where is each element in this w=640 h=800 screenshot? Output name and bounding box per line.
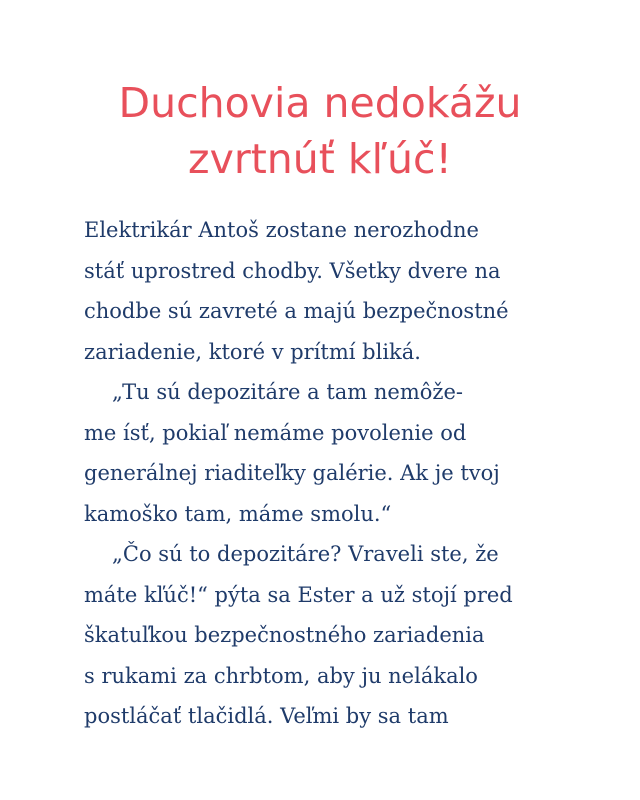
text-line: máte kľúč!“ pýta sa Ester a už stojí pred (84, 582, 513, 607)
text-line: „Čo sú to depozitáre? Vraveli ste, že (112, 542, 499, 566)
text-line: škatuľkou bezpečnostného zariadenia (84, 623, 485, 647)
chapter-title (0, 75, 640, 187)
text-line: zariadenie, ktoré v prítmí bliká. (84, 339, 421, 364)
text-line: s rukami za chrbtom, aby ju nelákalo (84, 663, 478, 688)
body-text (84, 210, 624, 737)
chapter-title-line-2: zvrtnúť kľúč! (188, 135, 452, 184)
text-line: „Tu sú depozitáre a tam nemôže- (112, 380, 463, 404)
chapter-title-line-1: Duchovia nedokážu (118, 79, 522, 128)
text-line: Elektrikár Antoš zostane nerozhodne (84, 218, 479, 242)
text-line: kamoško tam, máme smolu.“ (84, 501, 392, 526)
text-line: generálnej riaditeľky galérie. Ak je tvoj (84, 461, 500, 485)
text-line: me ísť, pokiaľ nemáme povolenie od (84, 420, 467, 445)
text-line: chodbe sú zavreté a majú bezpečnostné (84, 299, 509, 323)
text-line: stáť uprostred chodby. Všetky dvere na (84, 258, 501, 283)
text-line: postláčať tlačidlá. Veľmi by sa tam (84, 704, 449, 728)
